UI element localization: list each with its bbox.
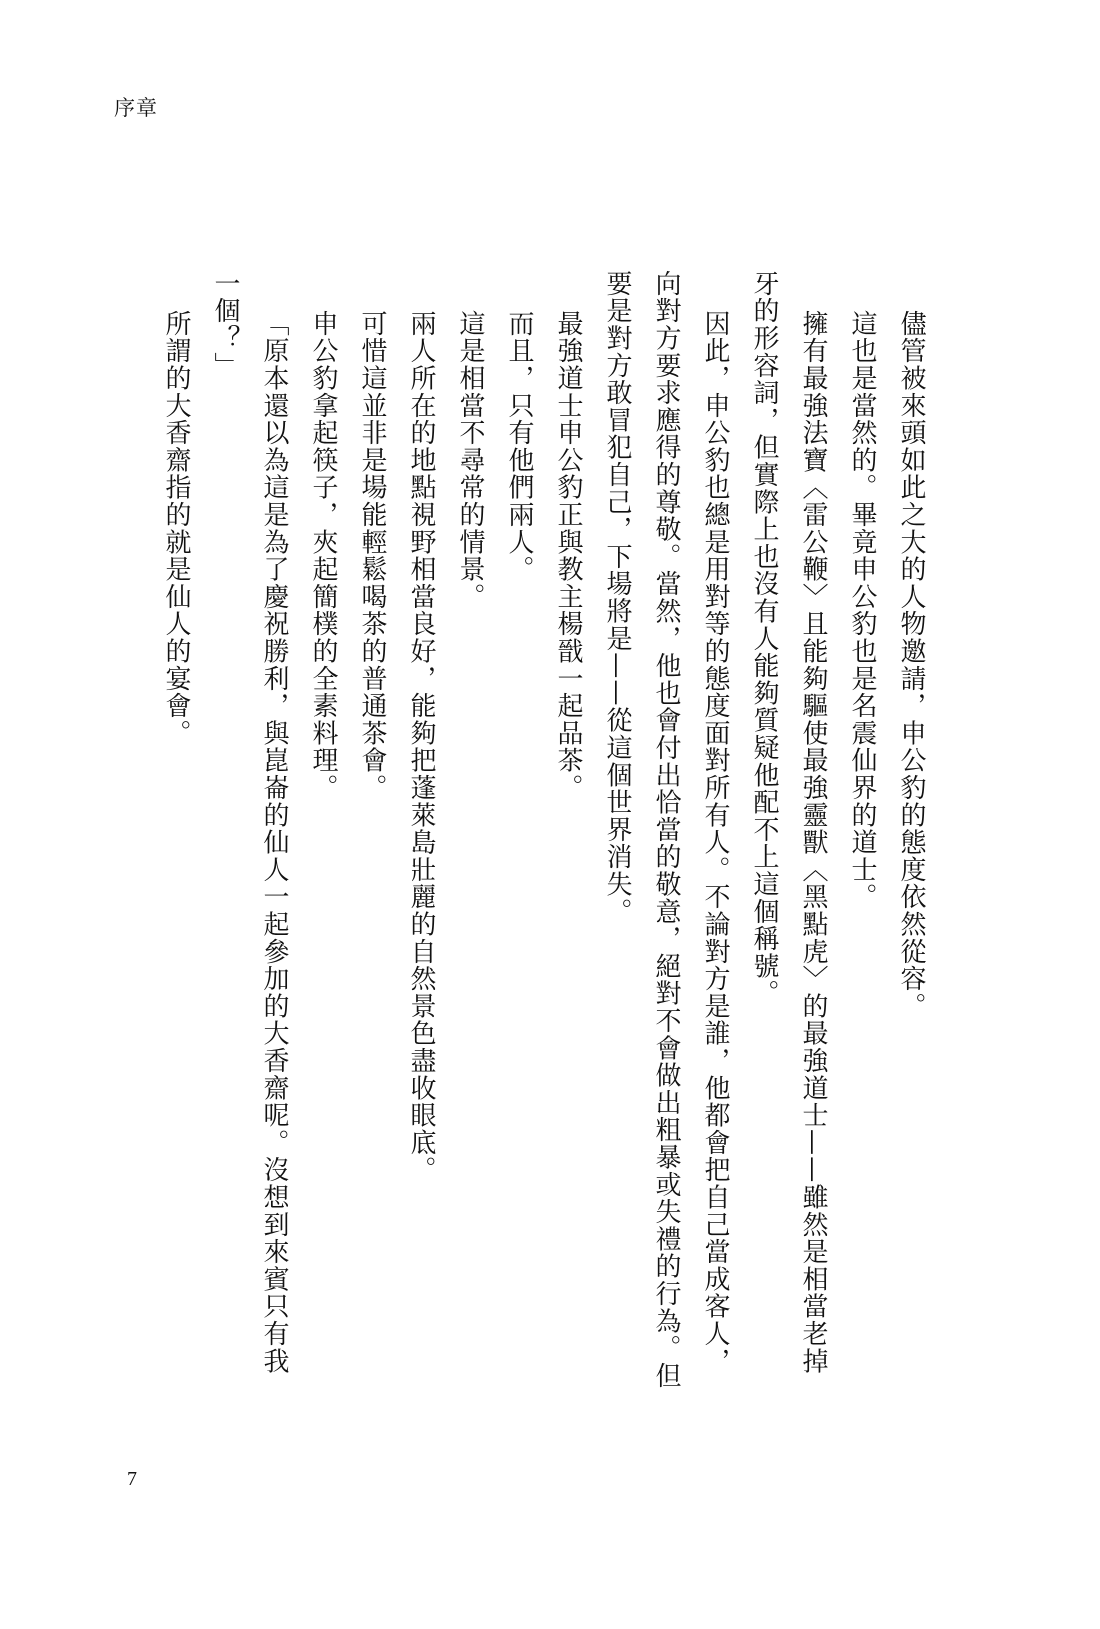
text-column: 儘管被來頭如此之大的人物邀請，申公豹的態度依然從容。 [896,310,926,1020]
vertical-text-body [151,270,935,1390]
text-column: 「原本還以為這是為了慶祝勝利，與崑崙的仙人一起參加的大香齋呢。沒想到來賓只有我 [259,310,289,1375]
chapter-header: 序章 [114,96,158,120]
text-column: 要是對方敢冒犯自己，下場將是——從這個世界消失。 [602,270,632,926]
text-column: 兩人所在的地點視野相當良好，能夠把蓬萊島壯麗的自然景色盡收眼底。 [406,310,436,1184]
text-column: 這也是當然的。畢竟申公豹也是名震仙界的道士。 [847,310,877,911]
text-column: 因此，申公豹也總是用對等的態度面對所有人。不論對方是誰，他都會把自己當成客人， [700,310,730,1375]
text-column: 牙的形容詞，但實際上也沒有人能夠質疑他配不上這個稱號。 [749,270,779,1008]
text-column: 申公豹拿起筷子，夾起簡樸的全素料理。 [308,310,338,802]
text-column: 一個？」 [210,270,240,380]
text-column: 而且，只有他們兩人。 [504,310,534,583]
text-column: 可惜這並非是場能輕鬆喝茶的普通茶會。 [357,310,387,802]
text-column: 向對方要求應得的尊敬。當然，他也會付出恰當的敬意，絕對不會做出粗暴或失禮的行為。但 [651,270,681,1390]
text-column: 最強道士申公豹正與教主楊戩一起品茶。 [553,310,583,802]
text-column: 所謂的大香齋指的就是仙人的宴會。 [161,310,191,747]
text-column: 擁有最強法寶〈雷公鞭〉且能夠驅使最強靈獸〈黑點虎〉的最強道士——雖然是相當老掉 [798,310,828,1375]
text-column: 這是相當不尋常的情景。 [455,310,485,611]
page-number: 7 [127,1468,137,1490]
